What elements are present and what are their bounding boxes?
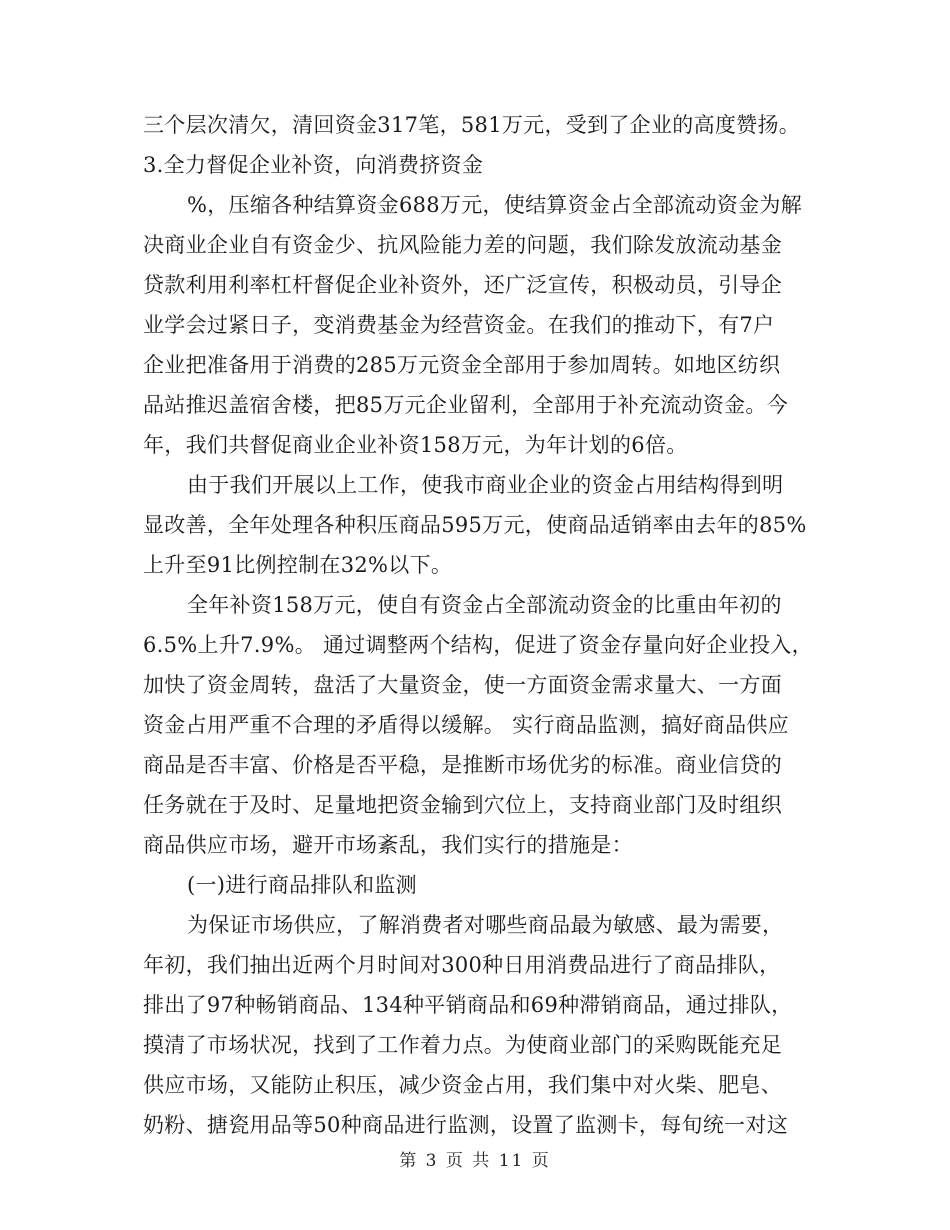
text-line: 贷款利用利率杠杆督促企业补资外，还广泛宣传，积极动员，引导企 — [143, 273, 782, 297]
text-line: %，压缩各种结算资金688万元，使结算资金占全部流动资金为解 — [187, 193, 803, 217]
text-line: 由于我们开展以上工作，使我市商业企业的资金占用结构得到明 — [187, 473, 784, 497]
text-line: 年初，我们抽出近两个月时间对300种日用消费品进行了商品排队， — [143, 953, 781, 977]
text-line: 奶粉、搪瓷用品等50种商品进行监测，设置了监测卡，每旬统一对这 — [143, 1113, 789, 1137]
text-line: 供应市场，又能防止积压，减少资金占用，我们集中对火柴、肥皂、 — [143, 1073, 782, 1097]
subsection-heading: (一)进行商品排队和监测 — [187, 873, 417, 897]
text-line: 业学会过紧日子，变消费基金为经营资金。在我们的推动下，有7户 — [143, 313, 775, 337]
text-line: 商品供应市场，避开市场紊乱，我们实行的措施是： — [143, 833, 633, 857]
text-line: 企业把准备用于消费的285万元资金全部用于参加周转。如地区纺织 — [143, 353, 781, 377]
text-line: 6.5%上升7.9%。 通过调整两个结构，促进了资金存量向好企业投入， — [143, 633, 813, 657]
text-line: 加快了资金周转，盘活了大量资金，使一方面资金需求量大、一方面 — [143, 673, 782, 697]
section-heading: 3.全力督促企业补资，向消费挤资金 — [143, 153, 484, 177]
text-line: 三个层次清欠，清回资金317笔，581万元，受到了企业的高度赞扬。 — [143, 113, 801, 137]
text-line: 全年补资158万元，使自有资金占全部流动资金的比重由年初的 — [187, 593, 782, 617]
text-line: 显改善，全年处理各种积压商品595万元，使商品适销率由去年的85% — [143, 513, 807, 537]
text-line: 商品是否丰富、价格是否平稳，是推断市场优劣的标准。商业信贷的 — [143, 753, 782, 777]
text-line: 上升至91比例控制在32%以下。 — [143, 553, 453, 577]
text-line: 摸清了市场状况，找到了工作着力点。为使商业部门的采购既能充足 — [143, 1033, 782, 1057]
text-line: 品站推迟盖宿舍楼，把85万元企业留利，全部用于补充流动资金。今 — [143, 393, 789, 417]
page-number-footer: 第 3 页 共 11 页 — [399, 1151, 551, 1171]
text-line: 任务就在于及时、足量地把资金输到穴位上，支持商业部门及时组织 — [143, 793, 782, 817]
text-line: 决商业企业自有资金少、抗风险能力差的问题，我们除发放流动基金 — [143, 233, 782, 257]
text-line: 资金占用严重不合理的矛盾得以缓解。 实行商品监测，搞好商品供应 — [143, 713, 789, 737]
document-body — [143, 105, 813, 1145]
text-line: 为保证市场供应，了解消费者对哪些商品最为敏感、最为需要， — [187, 913, 784, 937]
text-line: 年，我们共督促商业企业补资158万元，为年计划的6倍。 — [143, 433, 688, 457]
text-line: 排出了97种畅销商品、134种平销商品和69种滞销商品，通过排队， — [143, 993, 793, 1017]
